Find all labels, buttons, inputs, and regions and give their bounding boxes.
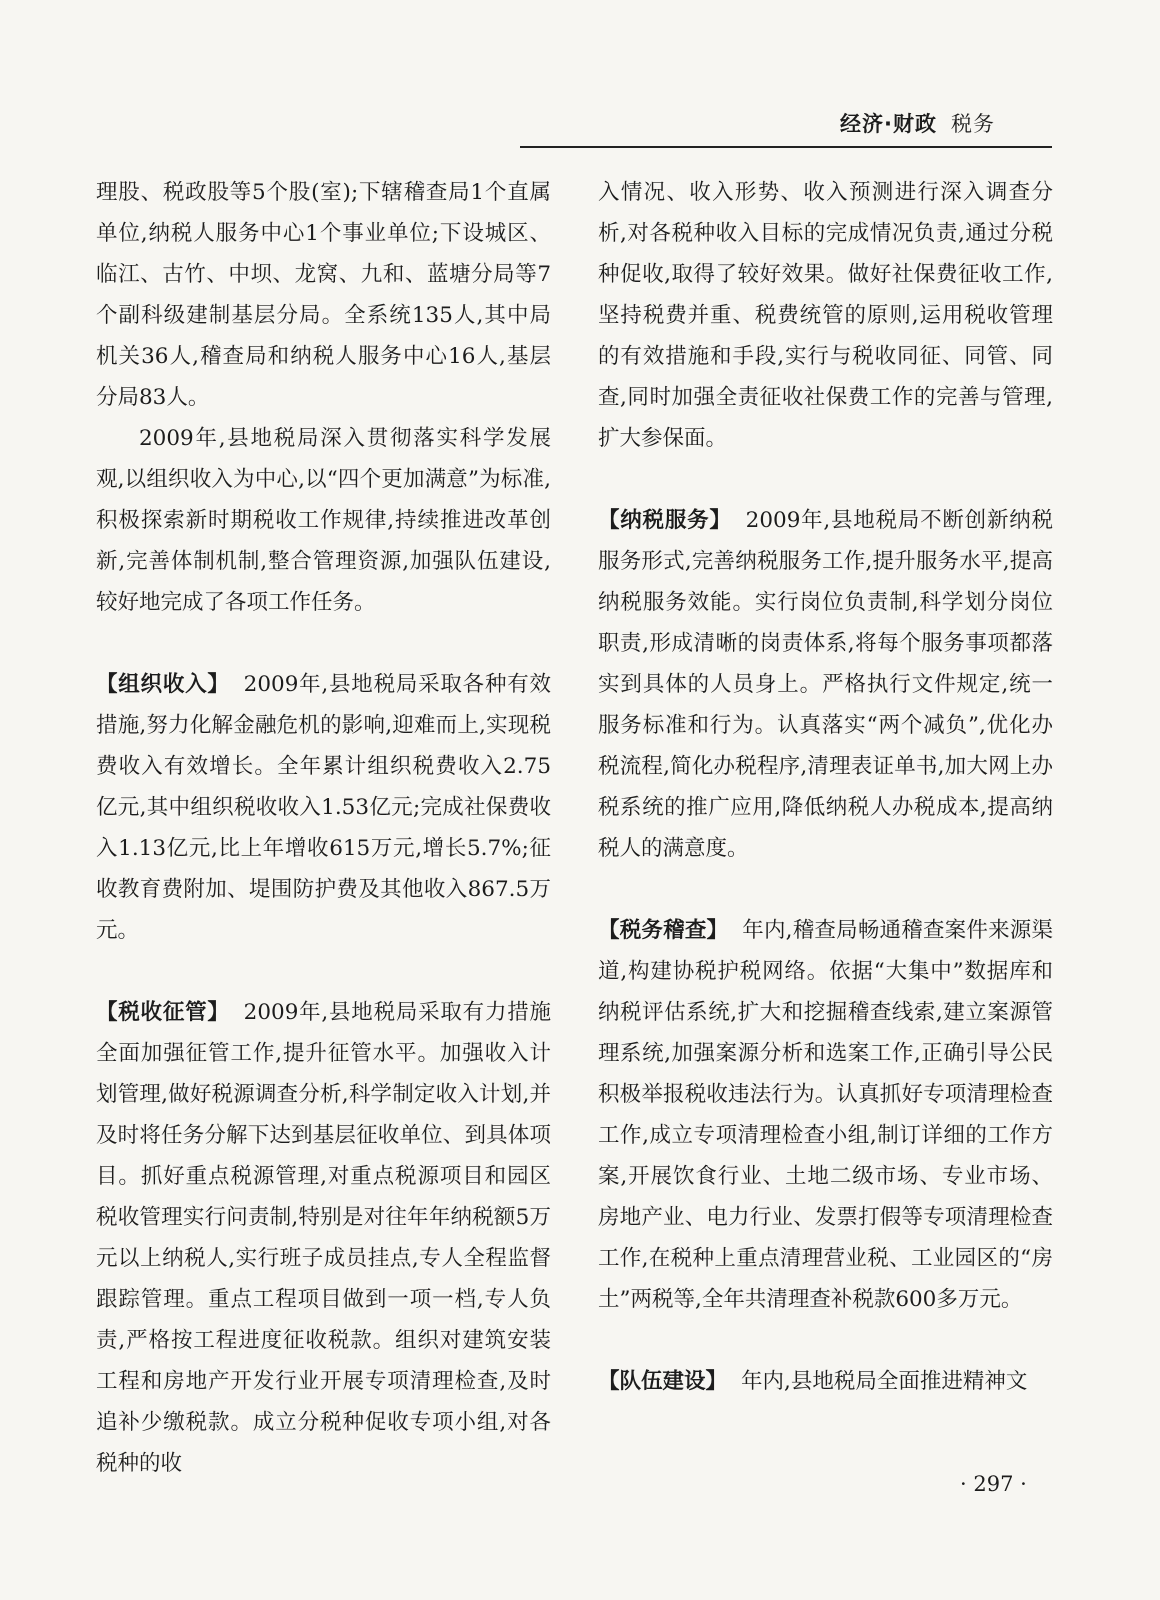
header-rule	[520, 146, 1052, 148]
section-text: 2009年,县地税局采取有力措施全面加强征管工作,提升征管水平。加强收入计划管理,做好税源调查分析,科学制定收入计划,并及时将任务分解下达到基层征收单位、到具体项目。抓好重点税源管理,对重点税源项目和园区税收管理实行问责制,特别是对往年年纳税额5万元以上纳税人,实行班子成员挂点,专人全程监督跟踪管理。重点工程项目做到一项一档,专人负责,严格按工程进度征收税款。组织对建筑安装工程和房地产开发行业开展专项清理检查,及时追补少缴税款。成立分税种促收专项小组,对各税种的收	[96, 1000, 551, 1476]
section-tax-collection	[96, 992, 551, 1484]
paragraph: 入情况、收入形势、收入预测进行深入调查分析,对各税种收入目标的完成情况负责,通过分税种促收,取得了较好效果。做好社保费征收工作,坚持税费并重、税费统管的原则,运用税收管理的有效措施和手段,实行与税收同征、同管、同查,同时加强全责征收社保费工作的完善与管理,扩大参保面。	[598, 180, 1053, 451]
section-organize-income	[96, 664, 551, 951]
section-title: 【税务稽查】	[598, 918, 729, 943]
header-subsection: 税务	[950, 112, 995, 136]
section-title: 【队伍建设】	[598, 1369, 728, 1394]
right-column	[598, 172, 1053, 1402]
section-title: 【纳税服务】	[598, 508, 732, 533]
section-title: 【税收征管】	[96, 1000, 230, 1025]
section-text: 2009年,县地税局采取各种有效措施,努力化解金融危机的影响,迎难而上,实现税费收入有效增长。全年累计组织税费收入2.75亿元,其中组织税收收入1.53亿元;完成社保费收入1.13亿元,比上年增收615万元,增长5.7%;征收教育费附加、堤围防护费及其他收入867.5万元。	[96, 672, 551, 943]
header-category: 经济	[840, 112, 884, 136]
paragraph: 理股、税政股等5个股(室);下辖稽查局1个直属单位,纳税人服务中心1个事业单位;下设城区、临江、古竹、中坝、龙窝、九和、蓝塘分局等7个副科级建制基层分局。全系统135人,其中局机关36人,稽查局和纳税人服务中心16人,基层分局83人。	[96, 180, 551, 410]
header-dot: ·	[884, 112, 893, 136]
header-section: 财政	[892, 112, 937, 136]
left-column	[96, 172, 551, 1484]
section-title: 【组织收入】	[96, 672, 230, 697]
section-text: 年内,县地税局全面推进精神文	[741, 1369, 1028, 1394]
section-text: 2009年,县地税局不断创新纳税服务形式,完善纳税服务工作,提升服务水平,提高纳税服务效能。实行岗位负责制,科学划分岗位职责,形成清晰的岗责体系,将每个服务事项都落实到具体的人员身上。严格执行文件规定,统一服务标准和行为。认真落实“两个减负”,优化办税流程,简化办税程序,清理表证单书,加大网上办税系统的推广应用,降低纳税人办税成本,提高纳税人的满意度。	[598, 508, 1053, 861]
paragraph: 2009年,县地税局深入贯彻落实科学发展观,以组织收入为中心,以“四个更加满意”为标准,积极探索新时期税收工作规律,持续推进改革创新,完善体制机制,整合管理资源,加强队伍建设,较好地完成了各项工作任务。	[96, 426, 551, 615]
section-team-building	[598, 1361, 1053, 1402]
section-text: 年内,稽查局畅通稽查案件来源渠道,构建协税护税网络。依据“大集中”数据库和纳税评估系统,扩大和挖掘稽查线索,建立案源管理系统,加强案源分析和选案工作,正确引导公民积极举报税收违法行为。认真抓好专项清理检查工作,成立专项清理检查小组,制订详细的工作方案,开展饮食行业、土地二级市场、专业市场、房地产业、电力行业、发票打假等专项清理检查工作,在税种上重点清理营业税、工业园区的“房土”两税等,全年共清理查补税款600多万元。	[598, 918, 1053, 1312]
section-tax-inspection	[598, 910, 1053, 1320]
page-number: · 297 ·	[960, 1472, 1027, 1496]
section-tax-service	[598, 500, 1053, 869]
running-header	[840, 108, 995, 138]
